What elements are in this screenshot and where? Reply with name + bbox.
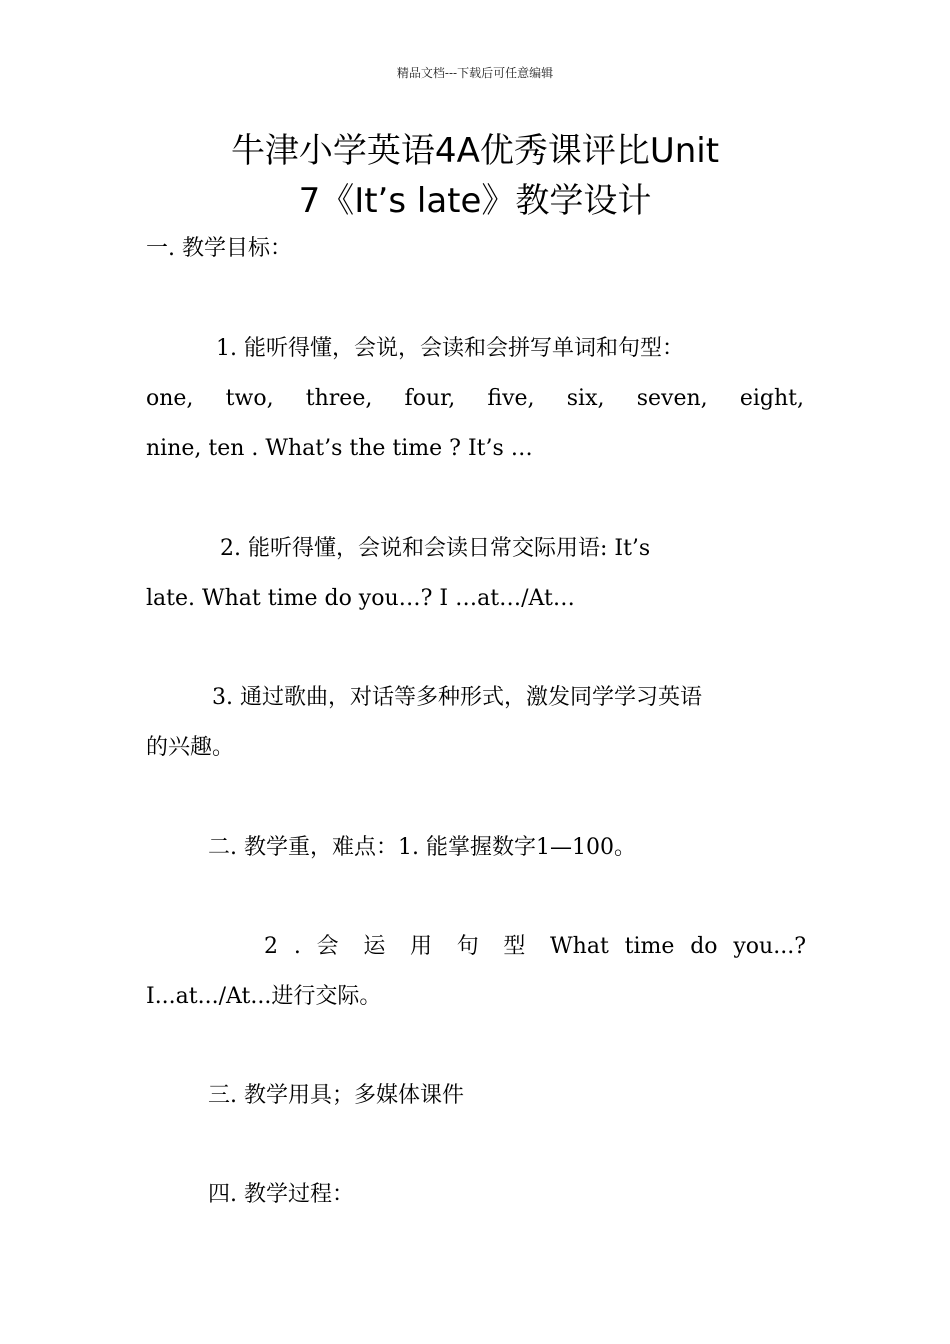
section-4-heading: 四. 教学过程： <box>208 1182 354 1207</box>
section-3-heading: 三. 教学用具；多媒体课件 <box>208 1083 464 1108</box>
section-1-heading: 一. 教学目标： <box>146 236 292 261</box>
goal-1-line-2: one, two, three, four, five, six, seven, eight, <box>146 386 804 411</box>
goal-2-line-1: 2. 能听得懂，会说和会读日常交际用语: It’s <box>220 536 651 561</box>
goal-3-line-2: 的兴趣。 <box>146 735 235 760</box>
goal-1-line-1: 1. 能听得懂，会说，会读和会拼写单词和句型： <box>216 336 684 361</box>
document-title-line-1: 牛津小学英语4A优秀课评比Unit <box>230 131 720 171</box>
page-header: 精品文档---下载后可任意编辑 <box>396 66 554 80</box>
goal-3-line-1: 3. 通过歌曲，对话等多种形式，激发同学学习英语 <box>212 685 702 710</box>
goal-2-line-2: late. What time do you…? I …at…/At… <box>146 586 575 611</box>
goal-1-line-3: nine, ten . What’s the time ? It’s … <box>146 436 533 461</box>
section-2-line-2: 2 . 会 运 用 句 型 What time do you...? <box>264 934 806 959</box>
section-2-line-3: I...at.../At...进行交际。 <box>146 984 382 1009</box>
document-title-line-2: 7《It’s late》教学设计 <box>298 181 652 221</box>
section-2-line-1: 二. 教学重，难点：1. 能掌握数字1—100。 <box>208 835 636 860</box>
